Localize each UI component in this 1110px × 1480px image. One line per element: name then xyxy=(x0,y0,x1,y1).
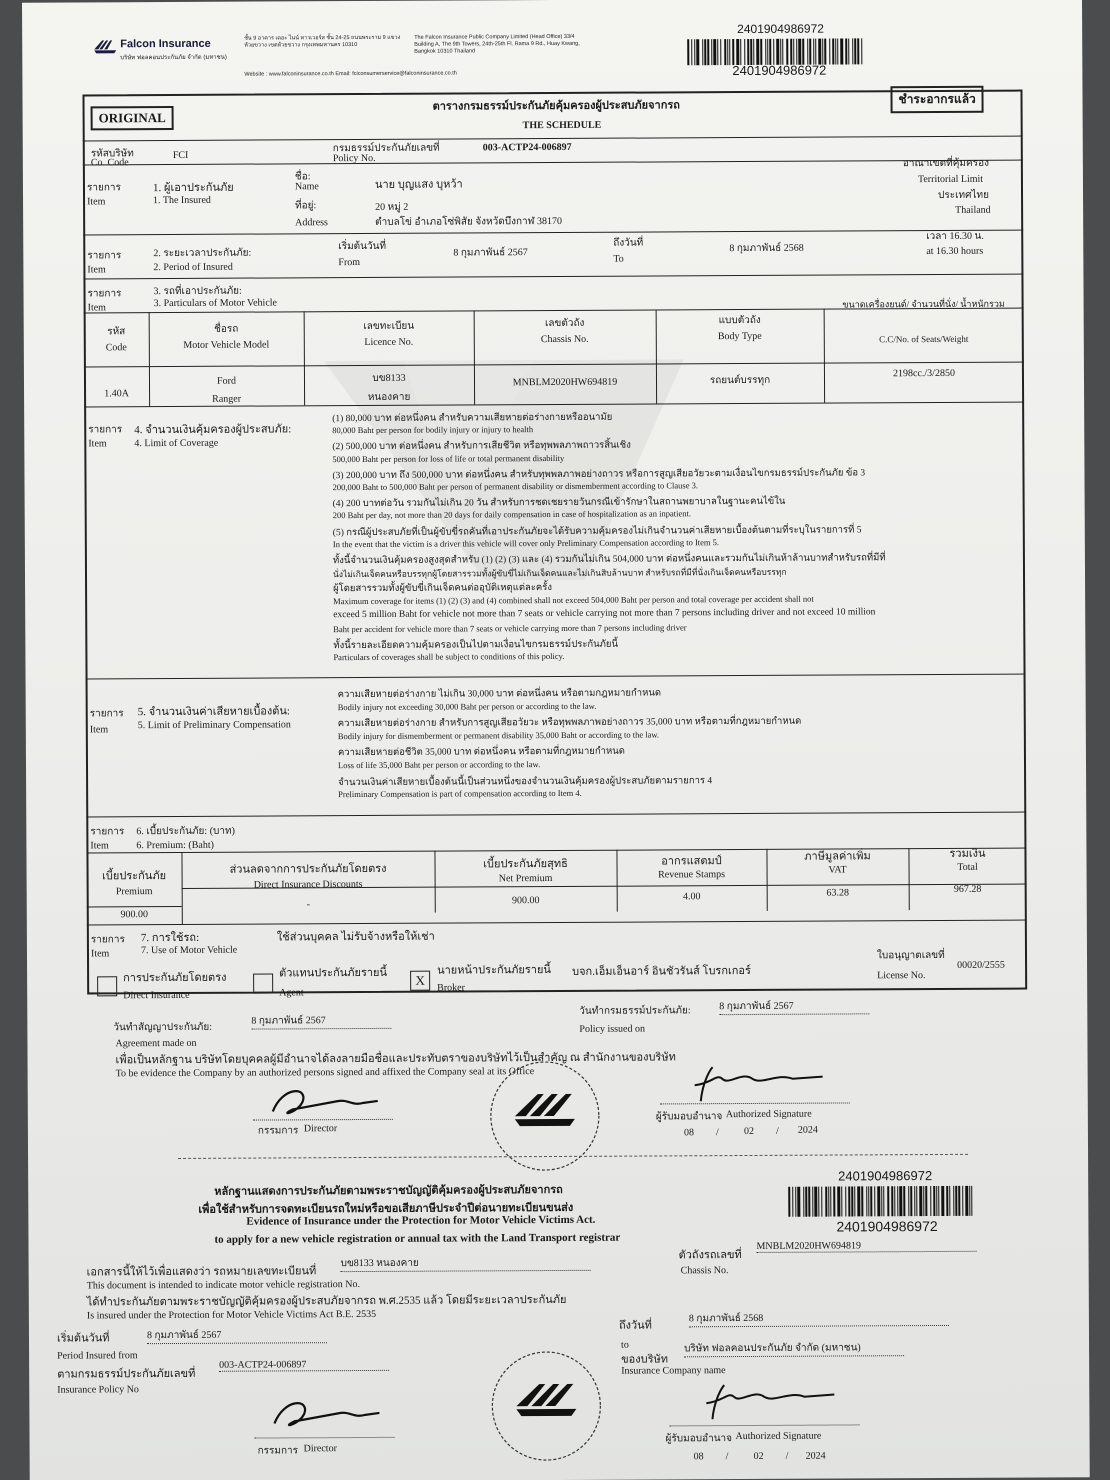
company-seal-icon xyxy=(480,1056,611,1177)
item3-label-th: รายการ xyxy=(87,288,122,300)
coverage-line: (5) กรณีผู้ประสบภัยที่เป็นผู้ขับขี่รถคันที่เอาประกันภัยจะได้รับความคุ้มครองไม่เกินจำนวนค่าเสียหายเบื้องต้นตามที่ระบุในรายการที่ 5 xyxy=(332,524,862,538)
item3-label-en: Item xyxy=(87,302,106,314)
coverage-line: 80,000 Baht per person for bodily injury or injury to health xyxy=(332,424,534,436)
from-label-en: From xyxy=(338,257,361,269)
coverage-line: (4) 200 บาทต่อวัน รวมกันไม่เกิน 20 วัน สำหรับการชดเชยรายวันกรณีเข้ารักษาในสถานพยาบาลในฐานะคนไข้ใน xyxy=(332,496,786,510)
evidence-to-label-th: ถึงวันที่ xyxy=(618,1319,652,1332)
evidence-insured-th: ได้ทำประกันภัยตามพระราชบัญญัติคุ้มครองผู้ประสบภัยจากรถ พ.ศ.2535 แล้ว โดยมีระยะเวลาประกันภัย xyxy=(86,1293,567,1309)
policy-label-en: Policy No. xyxy=(332,152,376,165)
schedule-title-thai: ตารางกรมธรรม์ประกันภัยคุ้มครองผู้ประสบภัยจากรถ xyxy=(432,99,680,113)
prelim-line: จำนวนเงินค่าเสียหายเบื้องต้นนี้เป็นส่วนหนึ่งของจำนวนเงินคุ้มครองผู้ประสบภัยตามรายการ 4 xyxy=(338,775,713,788)
to-label-th: ถึงวันที่ xyxy=(613,237,644,249)
item5-label-en: Item xyxy=(89,724,109,736)
coverage-line: 500,000 Baht per person for loss of life or total permanent disability xyxy=(332,452,565,464)
evidence-director-signature xyxy=(264,1393,384,1434)
evidence-company-label-th: ของบริษัท xyxy=(621,1353,669,1366)
evidence-chassis-label-en: Chassis No. xyxy=(680,1265,729,1277)
premium-col-total-en: Total xyxy=(957,861,978,873)
vehicle-col-cc-th: ขนาดเครื่องยนต์/ จำนวนที่นั่ง/ น้ำหนักรวม xyxy=(842,298,1005,310)
sig-year: 2024 xyxy=(797,1124,818,1136)
auth-label-en: Authorized Signature xyxy=(725,1108,812,1121)
use-value: ใช้ส่วนบุคคล ไม่รับจ้างหรือให้เช่า xyxy=(276,930,435,944)
evidence-from-label-en: Period Insured from xyxy=(57,1350,138,1362)
agreement-label-th: วันทำสัญญาประกันภัย: xyxy=(113,1021,213,1034)
item2-label-en: Item xyxy=(87,264,106,276)
from-label-th: เริ่มต้นวันที่ xyxy=(338,240,387,253)
vehicle-col-body-th: แบบตัวถัง xyxy=(718,314,761,327)
coverage-line: 200 Baht per day, not more than 20 days for daily compensation in case of hospitalization as an inpatient. xyxy=(332,508,691,521)
address-line1: 20 หมู่ 2 xyxy=(375,201,409,213)
premium-col-total-th: รวมเงิน xyxy=(949,847,986,860)
vehicle-col-model-th: ชื่อรถ xyxy=(214,323,239,335)
brand-thai-name: บริษัท ฟอลคอนประกันภัย จำกัด (มหาชน) xyxy=(120,54,227,62)
total-value: 967.28 xyxy=(953,883,982,895)
evidence-policy-label-th: ตามกรมธรรม์ประกันภัยเลขที่ xyxy=(57,1367,196,1381)
evidence-company-label-en: Insurance Company name xyxy=(621,1365,726,1377)
brand-name: Falcon Insurance xyxy=(120,37,211,51)
evidence-from-date: 8 กุมภาพันธ์ 2567 xyxy=(147,1327,327,1344)
evidence-director-label-en: Director xyxy=(303,1443,337,1455)
evidence-title-en-2: to apply for a new vehicle registration or annual tax with the Land Transport registrar xyxy=(214,1231,621,1246)
to-label-en: To xyxy=(613,253,624,265)
premium-col-premium-th: เบี้ยประกันภัย xyxy=(102,870,167,883)
item6-label-en: Item xyxy=(90,840,109,852)
director-label-en: Director xyxy=(303,1123,338,1135)
insured-name: นาย บุญแสง บุหว้า xyxy=(374,178,463,191)
doc-label-th: เอกสารนี้ให้ไว้เพื่อแสดงว่า รถหมายเลขทะเบียนที่ xyxy=(86,1265,317,1279)
coverage-line: Maximum coverage for items (1) (2) (3) and (4) combined shall not exceed 504,000 Baht per person and total coverage per accident shall not xyxy=(333,593,814,606)
insured-label-en: 1. The Insured xyxy=(153,194,211,207)
period-label-th: 2. ระยะเวลาประกันภัย: xyxy=(153,247,252,260)
evidence-statement-en: To be evidence the Company by an authorized persons signed and affixed the Company seal at its Office xyxy=(115,1066,535,1080)
territory-value-en: Thailand xyxy=(955,204,991,216)
coverage-line: ทั้งนี้จำนวนเงินคุ้มครองสูงสุดสำหรับ (1) (2) (3) และ (4) รวมกันไม่เกิน 504,000 บาท ต่อหนึ่งคนและรวมกันไม่เกินห้าล้านบาทสำหรับรถที่มีที่ xyxy=(332,553,886,567)
license-number: 00020/2555 xyxy=(957,959,1005,971)
vehicle-code: 1.40A xyxy=(104,388,129,400)
prelim-label-th: 5. จำนวนเงินค่าเสียหายเบื้องต้น: xyxy=(137,705,291,719)
issued-date: 8 กุมภาพันธ์ 2567 xyxy=(719,998,869,1015)
address-label-en: Address xyxy=(295,217,328,229)
prelim-line: ความเสียหายต่อชีวิต 35,000 บาท ต่อหนึ่งคน หรือตามที่กฎหมายกำหนด xyxy=(337,747,625,759)
vehicle-col-code-th: รหัส xyxy=(107,326,126,338)
evidence-title-th-1: หลักฐานแสดงการประกันภัยตามพระราชบัญญัติคุ้มครองผู้ประสบภัยจากรถ xyxy=(214,1183,563,1198)
vehicle-col-chassis-th: เลขตัวถัง xyxy=(544,317,585,330)
co-code-label-en: Co. Code xyxy=(90,157,129,169)
coverage-line: ทั้งนี้รายละเอียดความคุ้มครองเป็นไปตามเงื่อนไขกรมธรรม์ประกันภัยนี้ xyxy=(333,639,619,652)
evidence-company-seal-icon xyxy=(481,1346,612,1467)
premium-label-en: 6. Premium: (Baht) xyxy=(136,839,214,852)
prelim-line: Bodily injury for dismemberment or permanent disability 35,000 Baht or according to the law. xyxy=(337,729,660,741)
website-email: Website : www.falconinsurance.co.th Email: fciconsumerservice@falconinsurance.co.th xyxy=(244,70,457,78)
item1-label-th: รายการ xyxy=(86,182,121,194)
period-to-date: 8 กุมภาพันธ์ 2568 xyxy=(729,242,804,255)
prelim-label-en: 5. Limit of Preliminary Compensation xyxy=(137,719,291,732)
premium-label-th: 6. เบี้ยประกันภัย: (บาท) xyxy=(136,825,235,838)
time-label-th: เวลา 16.30 น. xyxy=(926,230,984,243)
direct-insurance-checkbox[interactable] xyxy=(97,976,117,996)
schedule-title-english: THE SCHEDULE xyxy=(522,119,602,132)
vehicle-model-make: Ford xyxy=(217,375,236,387)
original-label: ORIGINAL xyxy=(91,106,174,130)
director-label-th: กรรมการ xyxy=(257,1125,299,1137)
agreement-date: 8 กุมภาพันธ์ 2567 xyxy=(251,1013,391,1030)
period-from-date: 8 กุมภาพันธ์ 2567 xyxy=(453,247,528,259)
territory-label-th: อาณาเขตที่คุ้มครอง xyxy=(902,157,989,170)
territory-label-en: Territorial Limit xyxy=(917,173,984,186)
broker-label-en: Broker xyxy=(437,982,465,994)
evidence-auth-label-en: Authorized Signature xyxy=(735,1430,822,1443)
evidence-from-label-th: เริ่มต้นวันที่ xyxy=(56,1332,110,1345)
broker-label-th: นายหน้าประกันภัยรายนี้ xyxy=(437,964,551,977)
evidence-policy-label-en: Insurance Policy No xyxy=(57,1384,139,1396)
direct-insurance-label-th: การประกันภัยโดยตรง xyxy=(123,971,227,985)
coverage-line: Particulars of coverages shall be subject to conditions of this policy. xyxy=(333,651,565,663)
doc-registration: บข8133 หนองคาย xyxy=(341,1255,591,1272)
address-label-th: ที่อยู่: xyxy=(295,200,317,212)
vehicle-col-body-en: Body Type xyxy=(717,330,762,343)
evidence-to-date: 8 กุมภาพันธ์ 2568 xyxy=(689,1310,949,1327)
policy-document: Falcon Insurance บริษัท ฟอลคอนประกันภัย จำกัด (มหาชน) ชั้น 9 อาคาร เดอะ ไนน์ ทาวเวอร์ส ชั้น 24-25 ถนนพระราม 9 แขวงห้วยขวาง เขตห้วยขวาง กรุงเทพมหานคร 10310 The Falcon Insurance Public Company Limited (Head Office) 33/4 Building A, The 9th Towers, 24th-25th Fl. Rama 9 Rd., Huay Kwang, Bangkok 10310 Thailand Website : www.falconinsurance.co.th Email: fciconsumerservice@falconinsurance.co.th 2401904986972 2401904986972 ORIGINAL ตารางกรมธรรม์ประกันภัยคุ้มครองผู้ประสบภัยจากรถ THE SCHEDULE ชำระอากรแล้ว รหัสบริษัท Co. Code FCI กรมธรรม์ประกันภัยเลขที่ Policy No. 003-ACTP24-006897 อาณาเขตที่คุ้มครอง Territorial Limit ประเทศไทย Thailand รายการ Item 1. ผู้เอาประกันภัย 1. The Insured ชื่อ: Name นาย บุญแสง บุหว้า ที่อยู่: Address 20 หมู่ 2 ตำบลโข่ อำเภอโซ่พิสัย จังหวัดบึงกาฬ 38170 รายการ Item 2. ระยะเวลาประกันภัย: 2. Period of Insured เริ่มต้นวันที่ From 8 กุมภาพันธ์ 2567 ถึงวันที่ To 8 กุมภาพันธ์ 2568 เวลา 16.30 น. at 16.30 hours รายการ Item 3. รถที่เอาประกันภัย: 3. Particulars of Motor Vehicle รหัส Code ชื่อรถ Motor Vehicle Model เลขทะเบียน Licence No. เลขตัวถัง Chassis No. แบบตัวถัง Body Type ขนาดเครื่องยนต์/ จำนวนที่นั่ง/ น้ำหนักรวม C.C/No. of Seats/Weight 1.40A Ford Ranger บข8133 หนองคาย MNBLM2020HW694819 รถยนต์บรรทุก 2198cc./3/2850 รายการ Item 4. จำนวนเงินคุ้มครองผู้ประสบภัย: 4. Limit of Coverage (1) 80,000 บาท ต่อหนึ่งคน สำหรับความเสียหายต่อร่างกายหรืออนามัย 80,000 Baht per person for bodily injury or injury to health (2) 500,000 บาท ต่อหนึ่งคน สำหรับการเสียชีวิต หรือทุพพลภาพถาวรสิ้นเชิง 500,000 Baht per person for loss of life or total permanent disability (3) 200,000 บาท ถึง 500,000 บาท ต่อหนึ่งคน สำหรับทุพพลภาพอย่างถาวร หรือการสูญเสียอวัยวะตามเงื่อนไขกรมธรรม์ประกันภัย ข้อ 3 200,000 Baht to 500,000 Baht per person of permanent disability or dismemberment according to Clause 3. (4) 200 บาทต่อวัน รวมกันไม่เกิน 20 วัน สำหรับการชดเชยรายวันกรณีเข้ารักษาในสถานพยาบาลในฐานะคนไข้ใน 200 Baht per day, not more than 20 days for daily compensation in case of hospitalization as an inpatient. (5) กรณีผู้ประสบภัยที่เป็นผู้ขับขี่รถคันที่เอาประกันภัยจะได้รับความคุ้มครองไม่เกินจำนวนค่าเสียหายเบื้องต้นตามที่ระบุในรายการที่ 5 In the event that the victim is a driver this vehicle will cover only Preliminary Compensation according to Item 5. ทั้งนี้จำนวนเงินคุ้มครองสูงสุดสำหรับ (1) (2) (3) และ (4) รวมกันไม่เกิน 504,000 บาท ต่อหนึ่งคนและรวมกันไม่เกินห้าล้านบาทสำหรับรถที่มีที่ นั่งไม่เกินเจ็ดคนหรือบรรทุกผู้โดยสารรวมทั้งผู้ขับขี่ไม่เกินเจ็ดคนและไม่เกินสิบล้านบาท สำหรับรถที่มีที่นั่งเกินเจ็ดคนหรือบรรทุก ผู้โดยสารรวมทั้งผู้ขับขี่เกินเจ็ดคนต่ออุบัติเหตุแต่ละครั้ง Maximum coverage for items (1) (2) (3) and (4) combined shall not exceed 504,000 Baht per person and total coverage per accident shall not exceed 5 million Baht for vehicle not more than 7 seats or vehicle carrying not more than 7 persons including driver and not exceed 10 million Baht per accident for vehicle more than 7 seats or vehicle carrying more than 7 persons including driver ทั้งนี้รายละเอียดความคุ้มครองเป็นไปตามเงื่อนไขกรมธรรม์ประกันภัยนี้ Particulars of coverages shall be subject to conditions of this policy. รายการ Item 5. จำนวนเงินค่าเสียหายเบื้องต้น: 5. Limit of Preliminary Compensation ความเสียหายต่อร่างกาย ไม่เกิน 30,000 บาท ต่อหนึ่งคน หรือตามกฎหมายกำหนด Bodily injury not exceeding 30,000 Baht per person or according to the law. ความเสียหายต่อร่างกาย สำหรับการสูญเสียอวัยวะ หรือทุพพลภาพอย่างถาวร 35,000 บาท หรือตามที่กฎหมายกำหนด Bodily injury for dismemberment or permanent disability 35,000 Baht or according to the law. ความเสียหายต่อชีวิต 35,000 บาท ต่อหนึ่งคน หรือตามที่กฎหมายกำหนด Loss of life 35,000 Baht per person or according to the law. จำนวนเงินค่าเสียหายเบื้องต้นนี้เป็นส่วนหนึ่งของจำนวนเงินคุ้มครองผู้ประสบภัยตามรายการ 4 Preliminary Compensation is part of compensation according to Item 4. รายการ Item 6. เบี้ยประกันภัย: (บาท) 6. Premium: (Baht) เบี้ยประกันภัย Premium ส่วนลดจากการประกันภัยโดยตรง Direct Insurance Discounts เบี้ยประกันภัยสุทธิ Net Premium อากรแสตมป์ Revenue Stamps ภาษีมูลค่าเพิ่ม VAT รวมเงิน Total 900.00 - 900.00 4.00 63.28 967.28 รายการ Item 7. การใช้รถ: 7. Use of Motor Vehicle ใช้ส่วนบุคคล ไม่รับจ้างหรือให้เช่า การประกันภัยโดยตรง Direct Insurance ตัวแทนประกันภัยรายนี้ Agent X นายหน้าประกันภัยรายนี้ Broker บจก.เอ็มเอ็นอาร์ อินชัวรันส์ โบรกเกอร์ ใบอนุญาตเลขที่ License No. 00020/2555 วันทำสัญญาประกันภัย: Agreement made on 8 กุมภาพันธ์ 2567 วันทำกรมธรรม์ประกันภัย: Policy issued on 8 กุมภาพันธ์ 2567 เพื่อเป็นหลักฐาน บริษัทโดยบุคคลผู้มีอำนาจได้ลงลายมือชื่อและประทับตราของบริษัทไว้เป็นสำคัญ ณ สำนักงานของบริษัท To be evidence the Company by an authorized persons signed and affixed the Company seal at its Office กรรมการ Director ผู้รับมอบอำนาจ Authorized Signature 08 / 02 / 2024 2401904986972 2401904986972 หลักฐานแสดงการประกันภัยตามพระราชบัญญัติคุ้มครองผู้ประสบภัยจากรถ เพื่อใช้สำหรับการจดทะเบียนรถใหม่หรือขอเสียภาษีประจำปีต่อนายทะเบียนขนส่ง Evidence of Insurance under the Protection for Motor Vehicle Victims Act. to apply for a new vehicle registration or annual tax with the Land Transport registrar เอกสารนี้ให้ไว้เพื่อแสดงว่า รถหมายเลขทะเบียนที่ บข8133 หนองคาย This document is intended to indicate motor vehicle registration No. ตัวถังรถเลขที่ Chassis No. MNBLM2020HW694819 ได้ทำประกันภัยตามพระราชบัญญัติคุ้มครองผู้ประสบภัยจากรถ พ.ศ.2535 แล้ว โดยมีระยะเวลาประกันภัย Is insured under the Protection for Motor Vehicle Victims Act B.E. 2535 เริ่มต้นวันที่ Period Insured from 8 กุมภาพันธ์ 2567 ถึงวันที่ 8 กุมภาพันธ์ 2568 ตามกรมธรรม์ประกันภัยเลขที่ Insurance Policy No 003-ACTP24-006897 to ของบริษัท Insurance Company name บริษัท ฟอลคอนประกันภัย จำกัด (มหาชน) กรรมการ Director ผู้รับมอบอำนาจ Authorized Signature 08 / 02 / 2024 xyxy=(22,0,1090,1480)
vehicle-licence-number: บข8133 xyxy=(372,372,406,384)
coverage-line: (1) 80,000 บาท ต่อหนึ่งคน สำหรับความเสียหายต่อร่างกายหรืออนามัย xyxy=(332,412,613,425)
agent-label-en: Agent xyxy=(279,987,304,999)
broker-checkbox[interactable]: X xyxy=(410,971,430,991)
premium-col-vat-en: VAT xyxy=(828,864,847,876)
coverage-line: ผู้โดยสารรวมทั้งผู้ขับขี่เกินเจ็ดคนต่ออุบัติเหตุแต่ละครั้ง xyxy=(333,583,553,595)
use-label-en: 7. Use of Motor Vehicle xyxy=(140,944,238,957)
vehicle-chassis: MNBLM2020HW694819 xyxy=(512,376,618,389)
co-code-value: FCI xyxy=(172,149,189,161)
insured-label-th: 1. ผู้เอาประกันภัย xyxy=(152,181,234,195)
vehicle-col-licence-th: เลขทะเบียน xyxy=(363,320,415,332)
name-label-th: ชื่อ: xyxy=(294,171,311,183)
policy-number: 003-ACTP24-006897 xyxy=(482,141,572,154)
prelim-line: ความเสียหายต่อร่างกาย ไม่เกิน 30,000 บาท ต่อหนึ่งคน หรือตามกฎหมายกำหนด xyxy=(337,688,662,701)
duty-paid-stamp: ชำระอากรแล้ว xyxy=(890,86,983,113)
item6-label-th: รายการ xyxy=(90,826,125,838)
evidence-auth-label-th: ผู้รับมอบอำนาจ xyxy=(665,1433,733,1445)
net-premium-value: 900.00 xyxy=(511,895,540,907)
item4-label-th: รายการ xyxy=(88,424,123,436)
coverage-line: (3) 200,000 บาท ถึง 500,000 บาท ต่อหนึ่งคน สำหรับทุพพลภาพอย่างถาวร หรือการสูญเสียอวัยวะตามเงื่อนไขกรมธรรม์ประกันภัย ข้อ 3 xyxy=(332,468,866,481)
vehicle-col-licence-en: Licence No. xyxy=(364,336,414,348)
item4-label-en: Item xyxy=(88,438,107,450)
coverage-line: นั่งไม่เกินเจ็ดคนหรือบรรทุกผู้โดยสารรวมทั้งผู้ขับขี่ไม่เกินเจ็ดคนและไม่เกินสิบล้านบาท สำหรับรถที่มีที่นั่งเกินเจ็ดคนหรือบรรทุก xyxy=(332,566,787,580)
authorized-signature xyxy=(683,1061,833,1106)
vehicle-col-code-en: Code xyxy=(105,342,127,354)
agreement-label-en: Agreement made on xyxy=(115,1037,197,1050)
item7-label-en: Item xyxy=(90,948,110,960)
auth-label-th: ผู้รับมอบอำนาจ xyxy=(655,1111,723,1123)
item1-label-en: Item xyxy=(87,196,106,208)
coverage-line: exceed 5 million Baht for vehicle not more than 7 seats or vehicle carrying not more than 7 persons including driver and not exceed 10 million xyxy=(333,607,876,620)
evidence-insured-en: Is insured under the Protection for Motor Vehicle Victims Act B.E. 2535 xyxy=(86,1308,377,1322)
stamp-value: 4.00 xyxy=(682,891,701,903)
evidence-barcode xyxy=(788,1186,978,1217)
premium-col-discount-en: Direct Insurance Discounts xyxy=(253,879,363,891)
falcon-logo-icon xyxy=(94,40,116,58)
evidence-sig-day: 08 xyxy=(693,1451,704,1463)
agent-label-th: ตัวแทนประกันภัยรายนี้ xyxy=(279,966,388,980)
evidence-barcode-number-top: 2401904986972 xyxy=(838,1168,933,1184)
coverage-line: (2) 500,000 บาท ต่อหนึ่งคน สำหรับการเสียชีวิต หรือทุพพลภาพถาวรสิ้นเชิง xyxy=(332,440,631,453)
sig-day: 08 xyxy=(683,1127,694,1139)
prelim-line: ความเสียหายต่อร่างกาย สำหรับการสูญเสียอวัยวะ หรือทุพพลภาพอย่างถาวร 35,000 บาท หรือตามที่กฎหมายกำหนด xyxy=(337,716,802,730)
sig-month: 02 xyxy=(743,1125,754,1138)
issued-label-th: วันทำกรมธรรม์ประกันภัย: xyxy=(579,1005,691,1017)
vehicle-label-th: 3. รถที่เอาประกันภัย: xyxy=(153,285,242,298)
premium-col-stamp-th: อากรแสตมป์ xyxy=(661,855,722,868)
territory-value-th: ประเทศไทย xyxy=(938,189,989,201)
item5-label-th: รายการ xyxy=(89,708,124,720)
prelim-line: Loss of life 35,000 Baht per person or according to the law. xyxy=(337,759,541,771)
barcode-top xyxy=(687,38,867,65)
premium-col-vat-th: ภาษีมูลค่าเพิ่ม xyxy=(804,850,871,863)
evidence-title-th-2: เพื่อใช้สำหรับการจดทะเบียนรถใหม่หรือขอเสียภาษีประจำปีต่อนายทะเบียนขนส่ง xyxy=(198,1201,574,1216)
name-label-en: Name xyxy=(294,181,319,193)
license-label-th: ใบอนุญาตเลขที่ xyxy=(876,949,945,962)
premium-col-discount-th: ส่วนลดจากการประกันภัยโดยตรง xyxy=(229,862,387,876)
vat-value: 63.28 xyxy=(826,887,849,899)
coverage-label-en: 4. Limit of Coverage xyxy=(134,437,219,450)
premium-col-net-th: เบี้ยประกันภัยสุทธิ xyxy=(483,857,568,871)
coverage-line: Baht per accident for vehicle more than 7 seats or vehicle carrying more than 7 persons including driver xyxy=(333,622,687,635)
evidence-policy-no: 003-ACTP24-006897 xyxy=(219,1359,389,1372)
evidence-director-label-th: กรรมการ xyxy=(257,1445,299,1457)
evidence-statement-th: เพื่อเป็นหลักฐาน บริษัทโดยบุคคลผู้มีอำนาจได้ลงลายมือชื่อและประทับตราของบริษัทไว้เป็นสำคัญ ณ สำนักงานของบริษัท xyxy=(115,1051,676,1067)
premium-col-net-en: Net Premium xyxy=(498,873,553,885)
time-label-en: at 16.30 hours xyxy=(926,245,984,258)
co-code-label-th: รหัสบริษัท xyxy=(90,148,134,160)
item2-label-th: รายการ xyxy=(87,250,122,262)
vehicle-licence-province: หนองคาย xyxy=(367,391,411,403)
evidence-company-value: บริษัท ฟอลคอนประกันภัย จำกัด (มหาชน) xyxy=(684,1340,904,1357)
use-label-th: 7. การใช้รถ: xyxy=(140,931,200,945)
evidence-title-en-1: Evidence of Insurance under the Protection for Motor Vehicle Victims Act. xyxy=(246,1213,596,1228)
vehicle-col-chassis-en: Chassis No. xyxy=(540,333,589,346)
vehicle-col-cc-en: C.C/No. of Seats/Weight xyxy=(879,333,969,345)
director-signature xyxy=(263,1081,383,1122)
address-line2: ตำบลโข่ อำเภอโซ่พิสัย จังหวัดบึงกาฬ 38170 xyxy=(375,215,563,228)
issued-label-en: Policy issued on xyxy=(579,1023,645,1035)
premium-col-premium-en: Premium xyxy=(115,886,153,898)
evidence-chassis-value: MNBLM2020HW694819 xyxy=(757,1240,977,1253)
coverage-label-th: 4. จำนวนเงินคุ้มครองผู้ประสบภัย: xyxy=(134,423,292,437)
vehicle-body-type: รถยนต์บรรทุก xyxy=(709,374,771,387)
vehicle-label-en: 3. Particulars of Motor Vehicle xyxy=(153,297,278,310)
policy-label-th: กรมธรรม์ประกันภัยเลขที่ xyxy=(332,142,440,155)
address-thai: ชั้น 9 อาคาร เดอะ ไนน์ ทาวเวอร์ส ชั้น 24-25 ถนนพระราม 9 แขวงห้วยขวาง เขตห้วยขวาง กรุงเทพมหานคร 10310 xyxy=(244,34,401,49)
evidence-company-prefix: to xyxy=(621,1339,629,1351)
address-english: The Falcon Insurance Public Company Limited (Head Office) 33/4 Building A, The 9th Towers, 24th-25th Fl. Rama 9 Rd., Huay Kwang, Bangkok 10310 Thailand xyxy=(414,33,580,55)
coverage-line: 200,000 Baht to 500,000 Baht per person of permanent disability or dismemberment according to Clause 3. xyxy=(332,480,699,493)
evidence-chassis-label-th: ตัวถังรถเลขที่ xyxy=(678,1249,742,1262)
agent-checkbox[interactable] xyxy=(253,973,273,993)
premium-col-stamp-en: Revenue Stamps xyxy=(658,869,726,881)
evidence-sig-year: 2024 xyxy=(805,1450,826,1462)
prelim-line: Preliminary Compensation is part of compensation according to Item 4. xyxy=(338,788,582,800)
barcode-number-top: 2401904986972 xyxy=(737,21,824,37)
discount-value: - xyxy=(306,899,310,911)
vehicle-model-name: Ranger xyxy=(212,393,242,405)
vehicle-col-model-en: Motor Vehicle Model xyxy=(183,339,270,351)
item7-label-th: รายการ xyxy=(90,934,125,946)
barcode-number-bottom: 2401904986972 xyxy=(732,62,827,79)
company-logo xyxy=(94,38,234,69)
license-label-en: License No. xyxy=(877,970,926,982)
premium-value: 900.00 xyxy=(120,909,149,921)
direct-insurance-label-en: Direct Insurance xyxy=(123,989,190,1002)
period-label-en: 2. Period of Insured xyxy=(153,261,233,274)
evidence-sig-month: 02 xyxy=(753,1450,764,1462)
prelim-line: Bodily injury not exceeding 30,000 Baht per person or according to the law. xyxy=(337,700,597,712)
doc-label-en: This document is intended to indicate motor vehicle registration No. xyxy=(86,1279,361,1292)
evidence-barcode-number-bottom: 2401904986972 xyxy=(836,1217,938,1235)
vehicle-cc: 2198cc./3/2850 xyxy=(892,367,955,380)
coverage-line: In the event that the victim is a driver this vehicle will cover only Preliminary Compensation according to Item 5. xyxy=(332,536,720,549)
broker-name: บจก.เอ็มเอ็นอาร์ อินชัวรันส์ โบรกเกอร์ xyxy=(572,964,751,978)
evidence-authorized-signature xyxy=(694,1378,844,1423)
